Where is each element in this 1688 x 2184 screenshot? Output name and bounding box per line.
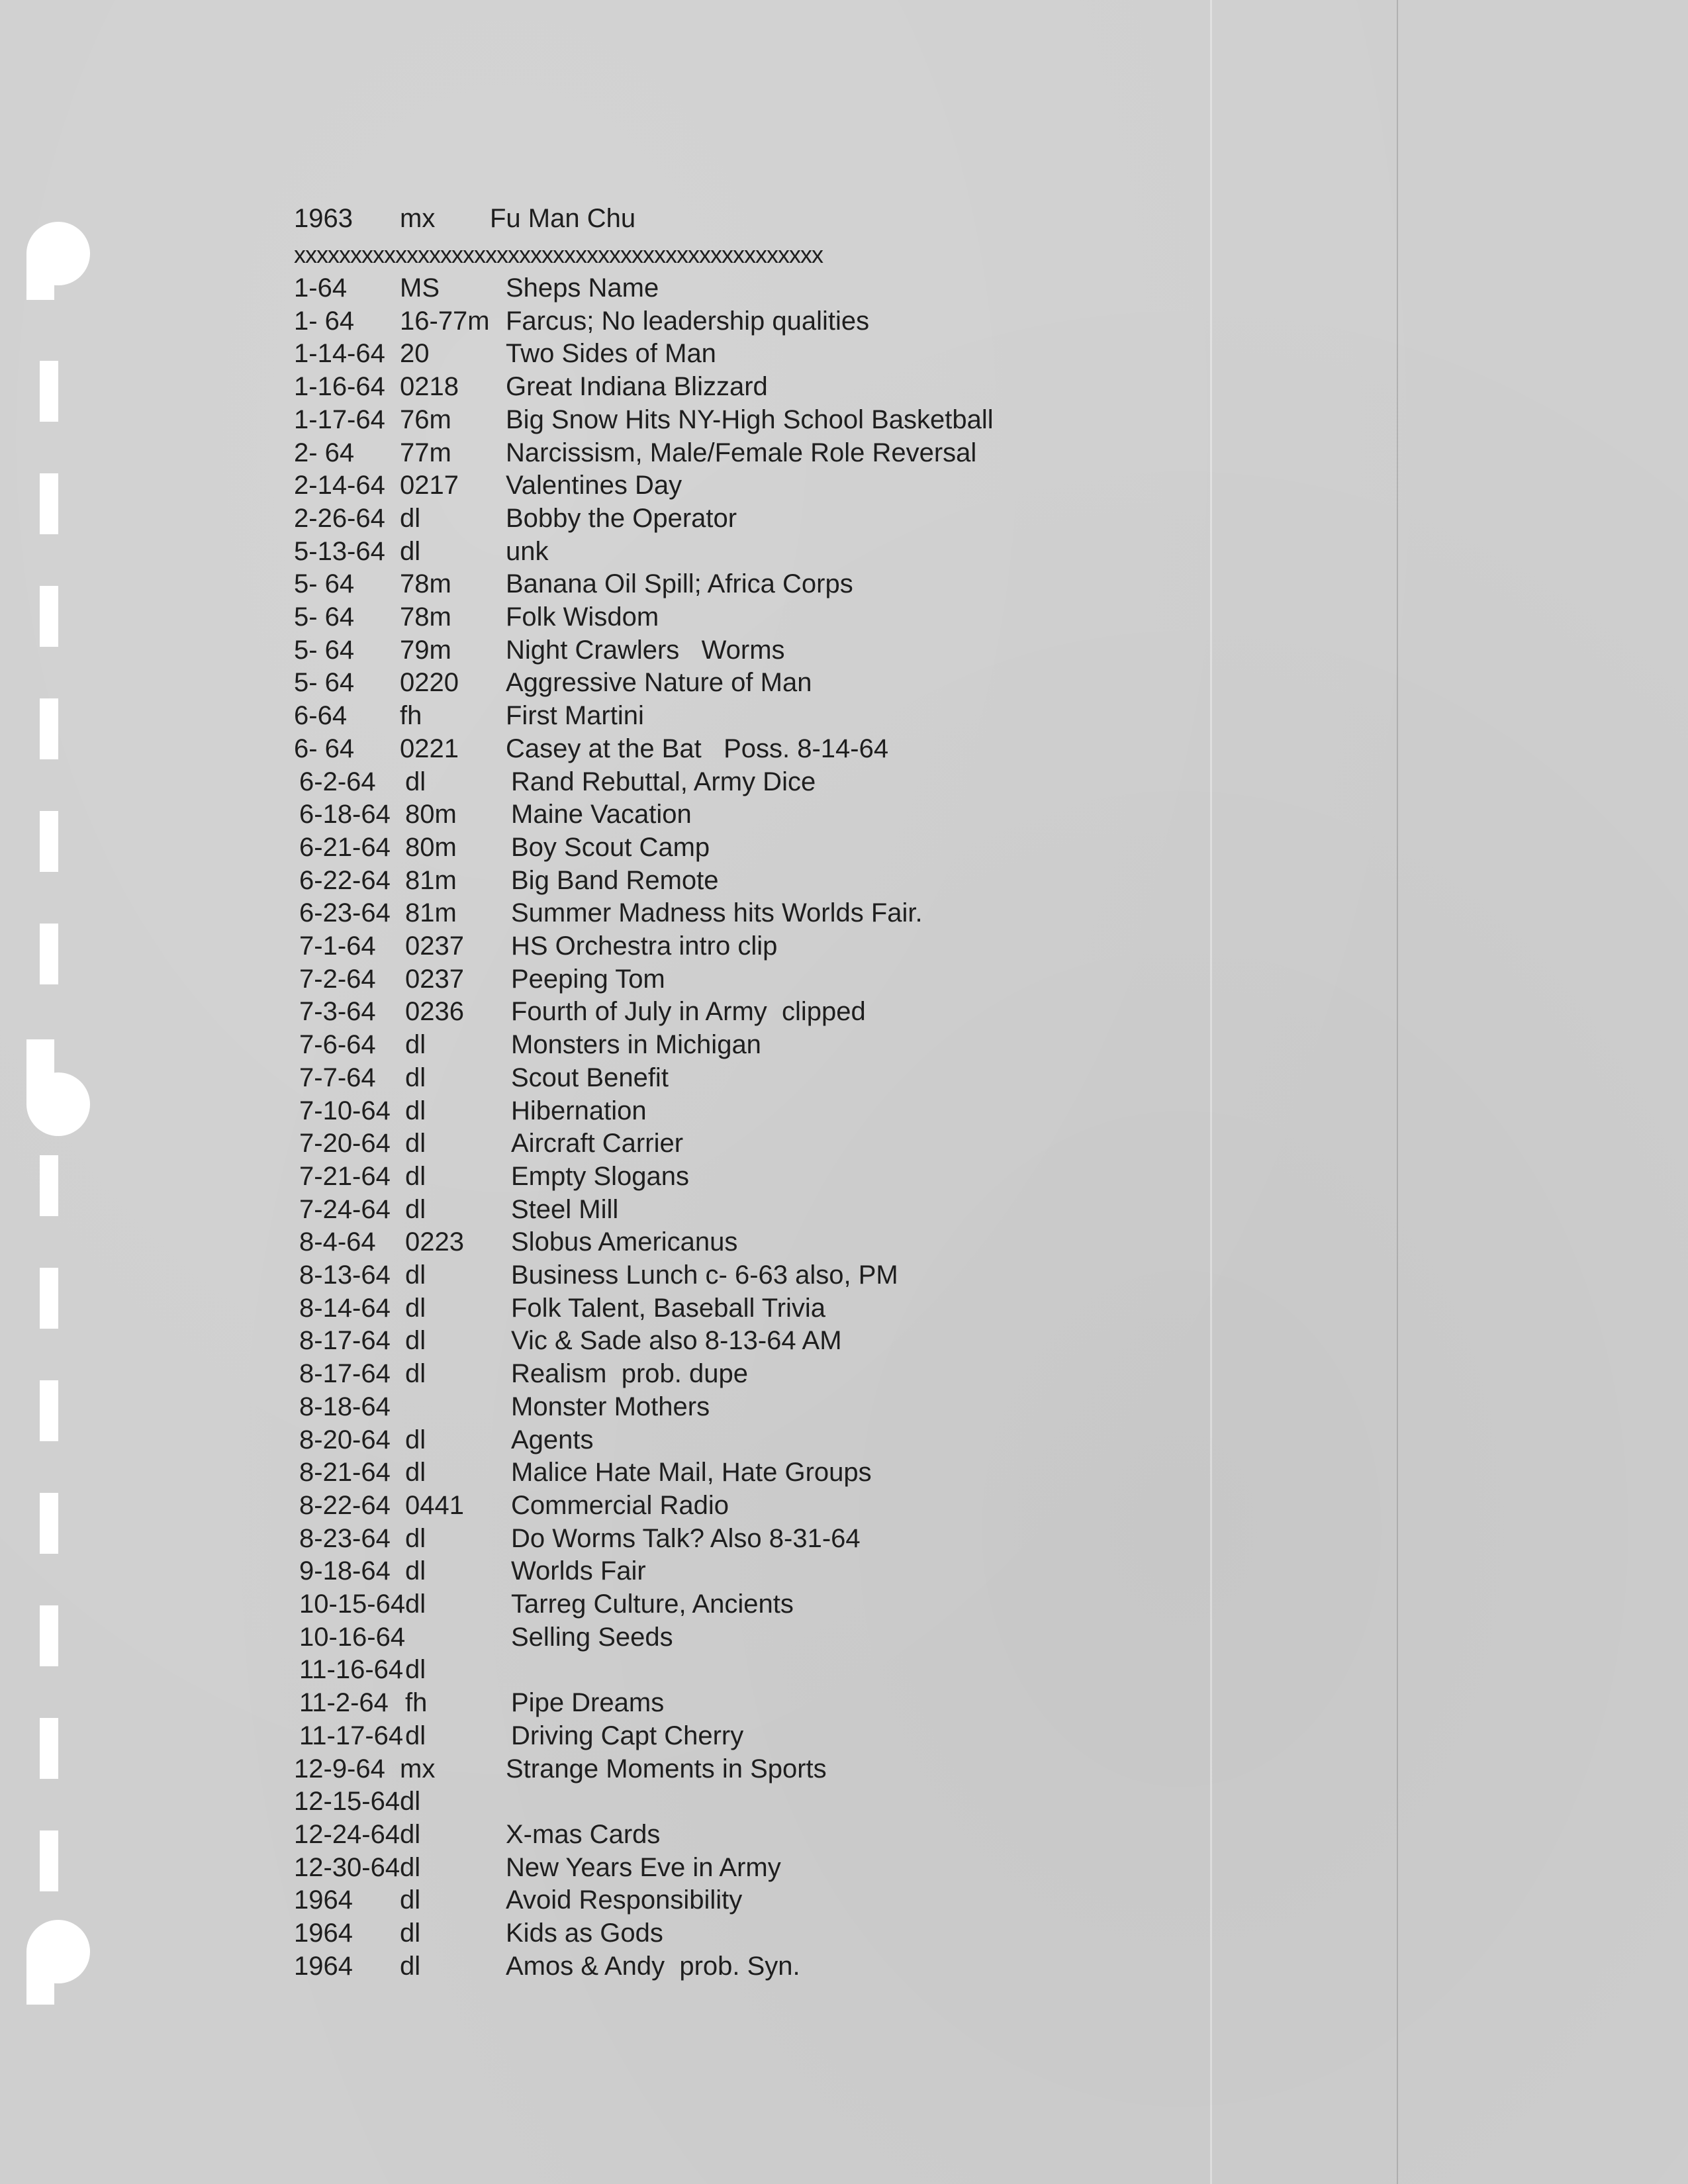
entry-code: 80m xyxy=(405,800,457,830)
entry-date: 6-21-64 xyxy=(299,832,391,862)
entry-title: Valentines Day xyxy=(506,471,682,500)
entry-title: Pipe Dreams xyxy=(511,1688,665,1718)
entry-code: dl xyxy=(405,1458,426,1488)
entry-code: dl xyxy=(400,1919,421,1948)
entry-date: 6- 64 xyxy=(294,734,355,763)
entry-title: Peeping Tom xyxy=(511,964,665,994)
entry-title: Amos & Andy prob. Syn. xyxy=(506,1951,800,1981)
entry-date: 11-17-64 xyxy=(299,1721,404,1750)
entry-code: 0221 xyxy=(400,734,459,763)
entry-title: Banana Oil Spill; Africa Corps xyxy=(506,569,853,599)
entry-title: Fourth of July in Army clipped xyxy=(511,997,866,1027)
entry-date: 1-17-64 xyxy=(294,404,385,434)
entry-date: 1-16-64 xyxy=(294,372,385,402)
entry-date: 1-14-64 xyxy=(294,339,385,369)
entry-date: 12-15-64 xyxy=(294,1787,400,1817)
entry-code: 78m xyxy=(400,602,451,632)
entry-date: 8-21-64 xyxy=(299,1458,391,1488)
entry-date: 8-13-64 xyxy=(299,1260,391,1290)
entry-title: Commercial Radio xyxy=(511,1490,729,1520)
entry-title: Sheps Name xyxy=(506,273,659,303)
entry-title: Hibernation xyxy=(511,1096,647,1125)
entry-code: 0237 xyxy=(405,931,464,961)
entry-code: 0441 xyxy=(405,1490,464,1520)
entry-date: 2-14-64 xyxy=(294,471,385,500)
entry-date: 12-24-64 xyxy=(294,1819,400,1849)
entry-code: fh xyxy=(400,701,422,731)
entry-title: Worlds Fair xyxy=(511,1556,646,1586)
entry-code: 0223 xyxy=(405,1227,464,1257)
entry-code: 0236 xyxy=(405,997,464,1027)
entry-code: 0220 xyxy=(400,668,459,698)
entry-code: dl xyxy=(405,1129,426,1159)
entry-title: Summer Madness hits Worlds Fair. xyxy=(511,898,923,928)
entry-date: 1964 xyxy=(294,1951,353,1981)
entry-code: 81m xyxy=(405,898,457,928)
entry-date: 12-9-64 xyxy=(294,1754,385,1783)
entry-date: 1964 xyxy=(294,1885,353,1915)
entry-title: Big Snow Hits NY-High School Basketball xyxy=(506,404,994,434)
entry-code: dl xyxy=(405,1194,426,1224)
entry-title: Realism prob. dupe xyxy=(511,1359,748,1389)
entry-code: dl xyxy=(405,767,426,796)
entry-code: mx xyxy=(400,1754,436,1783)
entry-code: 78m xyxy=(400,569,451,599)
entry-title: Malice Hate Mail, Hate Groups xyxy=(511,1458,872,1488)
entry-date: 5- 64 xyxy=(294,602,355,632)
entry-date: 1963 xyxy=(294,204,353,233)
entry-code: dl xyxy=(405,1030,426,1060)
entry-code: 0217 xyxy=(400,471,459,500)
entry-title: Monster Mothers xyxy=(511,1392,710,1421)
entry-title: HS Orchestra intro clip xyxy=(511,931,778,961)
entry-code: dl xyxy=(405,1359,426,1389)
entry-title: Business Lunch c- 6-63 also, PM xyxy=(511,1260,898,1290)
entry-date: 6-2-64 xyxy=(299,767,376,796)
entry-code: dl xyxy=(405,1721,426,1750)
entry-code: dl xyxy=(400,1852,421,1882)
entry-title: Vic & Sade also 8-13-64 AM xyxy=(511,1326,842,1356)
entry-date: 1- 64 xyxy=(294,306,355,336)
entry-date: 12-30-64 xyxy=(294,1852,400,1882)
entry-title: Folk Talent, Baseball Trivia xyxy=(511,1293,826,1323)
entry-date: 6-23-64 xyxy=(299,898,391,928)
entry-title: Do Worms Talk? Also 8-31-64 xyxy=(511,1523,861,1553)
entry-code: dl xyxy=(400,536,421,566)
entry-code: dl xyxy=(405,1260,426,1290)
entry-date: 8-4-64 xyxy=(299,1227,376,1257)
entry-date: 8-20-64 xyxy=(299,1425,391,1454)
entry-code: dl xyxy=(405,1161,426,1191)
entry-title: Driving Capt Cherry xyxy=(511,1721,744,1750)
entry-title: Great Indiana Blizzard xyxy=(506,372,768,402)
entry-code: dl xyxy=(405,1425,426,1454)
entry-date: 5- 64 xyxy=(294,569,355,599)
separator-line: xxxxxxxxxxxxxxxxxxxxxxxxxxxxxxxxxxxxxxxxxxxxxxx xyxy=(294,241,823,268)
entry-title: Steel Mill xyxy=(511,1194,619,1224)
entry-date: 7-20-64 xyxy=(299,1129,391,1159)
entry-date: 6-22-64 xyxy=(299,865,391,895)
entry-date: 8-18-64 xyxy=(299,1392,391,1421)
entry-code: fh xyxy=(405,1688,428,1718)
entry-code: dl xyxy=(405,1063,426,1092)
header-entry xyxy=(294,202,636,235)
entry-code: 16-77m xyxy=(400,306,490,336)
entry-date: 8-23-64 xyxy=(299,1523,391,1553)
entry-date: 2- 64 xyxy=(294,438,355,467)
entry-title: Bobby the Operator xyxy=(506,503,737,533)
entry-date: 8-22-64 xyxy=(299,1490,391,1520)
entry-code: dl xyxy=(400,1787,421,1817)
entry-code: 77m xyxy=(400,438,451,467)
entry-title: Kids as Gods xyxy=(506,1919,663,1948)
entry-title: Boy Scout Camp xyxy=(511,832,710,862)
entry-code: 80m xyxy=(405,832,457,862)
entry-code: dl xyxy=(400,1951,421,1981)
entry-date: 7-21-64 xyxy=(299,1161,391,1191)
entry-title: unk xyxy=(506,536,549,566)
entry-date: 9-18-64 xyxy=(299,1556,391,1586)
entry-date: 11-2-64 xyxy=(299,1688,389,1718)
entry-code: dl xyxy=(405,1326,426,1356)
entry-code: dl xyxy=(405,1655,426,1685)
entry-date: 7-7-64 xyxy=(299,1063,376,1092)
entry-date: 8-14-64 xyxy=(299,1293,391,1323)
entry-title: Avoid Responsibility xyxy=(506,1885,743,1915)
entry-title: New Years Eve in Army xyxy=(506,1852,781,1882)
entry-title: Aircraft Carrier xyxy=(511,1129,684,1159)
entry-code: dl xyxy=(400,503,421,533)
entry-title: Narcissism, Male/Female Role Reversal xyxy=(506,438,977,467)
entry-code: dl xyxy=(400,1885,421,1915)
entry-date: 7-24-64 xyxy=(299,1194,391,1224)
entry-code: mx xyxy=(400,204,436,233)
entry-date: 10-16-64 xyxy=(299,1622,406,1652)
entry-title: Farcus; No leadership qualities xyxy=(506,306,870,336)
entry-title: Fu Man Chu xyxy=(490,204,636,233)
entry-title: Two Sides of Man xyxy=(506,339,716,369)
entry-title: First Martini xyxy=(506,701,644,731)
entry-code: dl xyxy=(405,1523,426,1553)
entry-title: Tarreg Culture, Ancients xyxy=(511,1590,794,1619)
entry-date: 1964 xyxy=(294,1919,353,1948)
entry-title: Rand Rebuttal, Army Dice xyxy=(511,767,816,796)
entry-title: Selling Seeds xyxy=(511,1622,673,1652)
entry-date: 8-17-64 xyxy=(299,1326,391,1356)
entry-date: 11-16-64 xyxy=(299,1655,404,1685)
entry-date: 5- 64 xyxy=(294,635,355,665)
entry-date: 10-15-64 xyxy=(299,1590,406,1619)
entry-date: 5- 64 xyxy=(294,668,355,698)
entry-title: Aggressive Nature of Man xyxy=(506,668,812,698)
entry-code: dl xyxy=(405,1293,426,1323)
entry-code: dl xyxy=(405,1096,426,1125)
entry-code: MS xyxy=(400,273,440,303)
entry-title: Maine Vacation xyxy=(511,800,692,830)
entry-title: X-mas Cards xyxy=(506,1819,661,1849)
entry-title: Empty Slogans xyxy=(511,1161,690,1191)
entry-title: Folk Wisdom xyxy=(506,602,659,632)
entry-code: 76m xyxy=(400,404,451,434)
entry-date: 6-64 xyxy=(294,701,348,731)
entry-title: Agents xyxy=(511,1425,594,1454)
entry-date: 6-18-64 xyxy=(299,800,391,830)
entry-date: 2-26-64 xyxy=(294,503,385,533)
entry-code: dl xyxy=(405,1556,426,1586)
entry-code: 0237 xyxy=(405,964,464,994)
entry-date: 1-64 xyxy=(294,273,348,303)
entry-title: Monsters in Michigan xyxy=(511,1030,761,1060)
entry-title: Night Crawlers Worms xyxy=(506,635,785,665)
entry-title: Strange Moments in Sports xyxy=(506,1754,827,1783)
entry-code: 0218 xyxy=(400,372,459,402)
entry-code: dl xyxy=(405,1590,426,1619)
entry-code: 81m xyxy=(405,865,457,895)
entry-date: 5-13-64 xyxy=(294,536,385,566)
entry-title: Big Band Remote xyxy=(511,865,719,895)
entry-date: 7-2-64 xyxy=(299,964,376,994)
entry-date: 7-1-64 xyxy=(299,931,376,961)
entry-code: 20 xyxy=(400,339,430,369)
entry-code: 79m xyxy=(400,635,451,665)
entry-date: 7-3-64 xyxy=(299,997,376,1027)
entry-date: 7-6-64 xyxy=(299,1030,376,1060)
entry-date: 7-10-64 xyxy=(299,1096,391,1125)
entry-title: Casey at the Bat Poss. 8-14-64 xyxy=(506,734,889,763)
entry-title: Slobus Americanus xyxy=(511,1227,738,1257)
entry-title: Scout Benefit xyxy=(511,1063,669,1092)
entry-date: 8-17-64 xyxy=(299,1359,391,1389)
entry-code: dl xyxy=(400,1819,421,1849)
